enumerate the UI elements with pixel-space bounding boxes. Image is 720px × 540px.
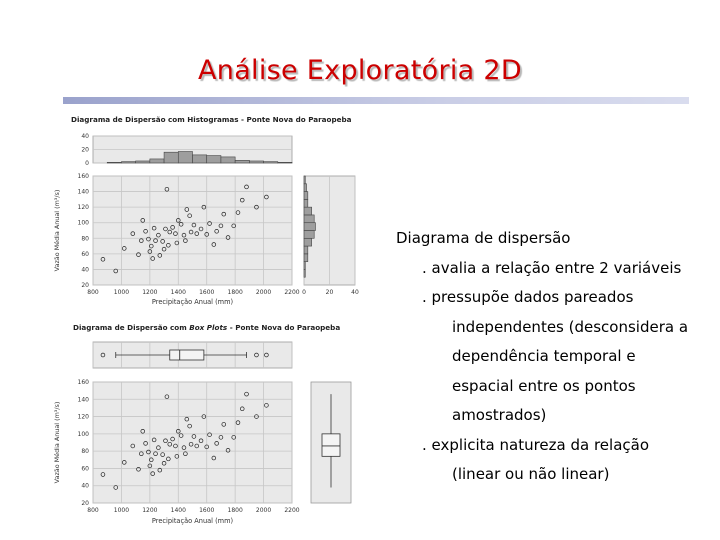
bullet-item: independentes (desconsidera a [452, 317, 689, 336]
right-histogram-bar [304, 269, 305, 277]
chart-title-part: - Ponte Nova do Paraopeba [229, 323, 341, 332]
x-axis-label: Precipitação Anual (mm) [151, 517, 234, 525]
x-tick-label: 1600 [199, 289, 215, 296]
scatter-histogram-chart [45, 108, 365, 308]
right-histogram-tick-label: 0 [302, 289, 306, 296]
y-tick-label: 100 [77, 219, 89, 227]
y-tick-label: 60 [81, 465, 89, 473]
y-tick-label: 20 [81, 282, 89, 289]
right-histogram-tick-label: 40 [351, 289, 359, 296]
top-histogram-bar [221, 157, 235, 163]
top-histogram-bar [136, 161, 150, 163]
top-histogram-bar [164, 152, 178, 163]
y-axis-label: Vazão Média Anual (m³/s) [53, 401, 61, 484]
top-histogram-tick-label: 40 [81, 133, 89, 140]
right-histogram-bar [304, 184, 307, 192]
x-tick-label: 2200 [284, 507, 300, 514]
bullet-item: amostrados) [452, 406, 547, 424]
bullet-item: Diagrama de dispersão [396, 229, 571, 247]
x-tick-label: 800 [87, 289, 99, 296]
right-histogram-bar [304, 176, 305, 184]
top-histogram-bar [150, 159, 164, 163]
y-tick-label: 120 [77, 204, 89, 212]
title-underline [63, 97, 689, 104]
top-histogram-bar [235, 160, 249, 163]
bullet-item: . explicita natureza da relação [422, 435, 649, 454]
chart-title-part: Box Plots [189, 323, 228, 332]
x-tick-label: 1000 [113, 507, 130, 514]
chart-title: Diagrama de Dispersão com Histogramas - Ponte Nova do Paraopeba [71, 115, 352, 124]
scatter-boxplot-figure [45, 316, 365, 534]
x-tick-label: 1400 [170, 289, 186, 296]
right-histogram-bar [304, 207, 312, 215]
bullet-item: dependência temporal e [452, 347, 636, 365]
y-axis-label: Vazão Média Anual (m³/s) [53, 189, 61, 272]
y-tick-label: 40 [81, 482, 89, 490]
y-tick-label: 100 [77, 430, 89, 438]
x-tick-label: 1200 [142, 507, 158, 514]
bullet-item: . avalia a relação entre 2 variáveis [422, 258, 682, 277]
right-histogram-bar [304, 246, 308, 254]
bullet-item: espacial entre os pontos [452, 376, 636, 395]
top-histogram-bar [207, 156, 221, 163]
y-tick-label: 140 [77, 188, 89, 196]
right-histogram-bar [304, 231, 314, 239]
y-tick-label: 140 [77, 396, 89, 404]
y-tick-label: 60 [81, 250, 89, 258]
x-tick-label: 800 [87, 507, 99, 514]
bullet-item: (linear ou não linear) [452, 465, 610, 483]
y-tick-label: 80 [81, 448, 89, 456]
bullet-item: . pressupõe dados pareados [422, 288, 634, 306]
x-boxplot-box [170, 350, 204, 360]
x-tick-label: 2000 [255, 289, 272, 296]
right-histogram-bar [304, 262, 305, 270]
top-histogram-bar [278, 162, 292, 163]
x-tick-label: 1200 [142, 289, 158, 296]
x-tick-label: 2200 [284, 289, 300, 296]
right-histogram-bar [304, 223, 315, 231]
x-axis-label: Precipitação Anual (mm) [151, 298, 234, 306]
y-tick-label: 160 [77, 379, 89, 386]
right-histogram-bar [304, 192, 308, 200]
right-histogram-bar [304, 238, 312, 246]
scatter-boxplot-chart [45, 316, 365, 534]
y-tick-label: 80 [81, 235, 89, 243]
scatter-histogram-figure [45, 108, 365, 308]
top-histogram-bar [107, 162, 121, 163]
y-tick-label: 120 [77, 413, 89, 421]
top-histogram-bar [249, 161, 263, 163]
x-tick-label: 2000 [255, 507, 272, 514]
x-tick-label: 1000 [113, 289, 130, 296]
bullet-list [396, 224, 716, 490]
y-tick-label: 160 [77, 173, 89, 180]
slide-title: Análise Exploratória 2D [198, 55, 522, 86]
y-boxplot-box [322, 434, 340, 456]
top-histogram-bar [193, 155, 207, 163]
top-histogram-bar [121, 162, 135, 163]
top-histogram-bar [178, 152, 192, 163]
y-tick-label: 20 [81, 500, 89, 507]
x-tick-label: 1600 [199, 507, 215, 514]
top-histogram-bar [264, 162, 278, 163]
x-tick-label: 1800 [227, 289, 243, 296]
top-histogram-tick-label: 20 [81, 146, 89, 154]
x-tick-label: 1800 [227, 507, 243, 514]
chart-title [73, 323, 340, 332]
right-histogram-bar [304, 215, 314, 223]
x-tick-label: 1400 [170, 507, 186, 514]
y-tick-label: 40 [81, 266, 89, 274]
right-histogram-bar [304, 199, 308, 207]
top-histogram-tick-label: 0 [85, 160, 89, 167]
right-histogram-bar [304, 254, 308, 262]
chart-title-part: Diagrama de Dispersão com [73, 323, 187, 332]
right-histogram-tick-label: 20 [325, 289, 334, 296]
